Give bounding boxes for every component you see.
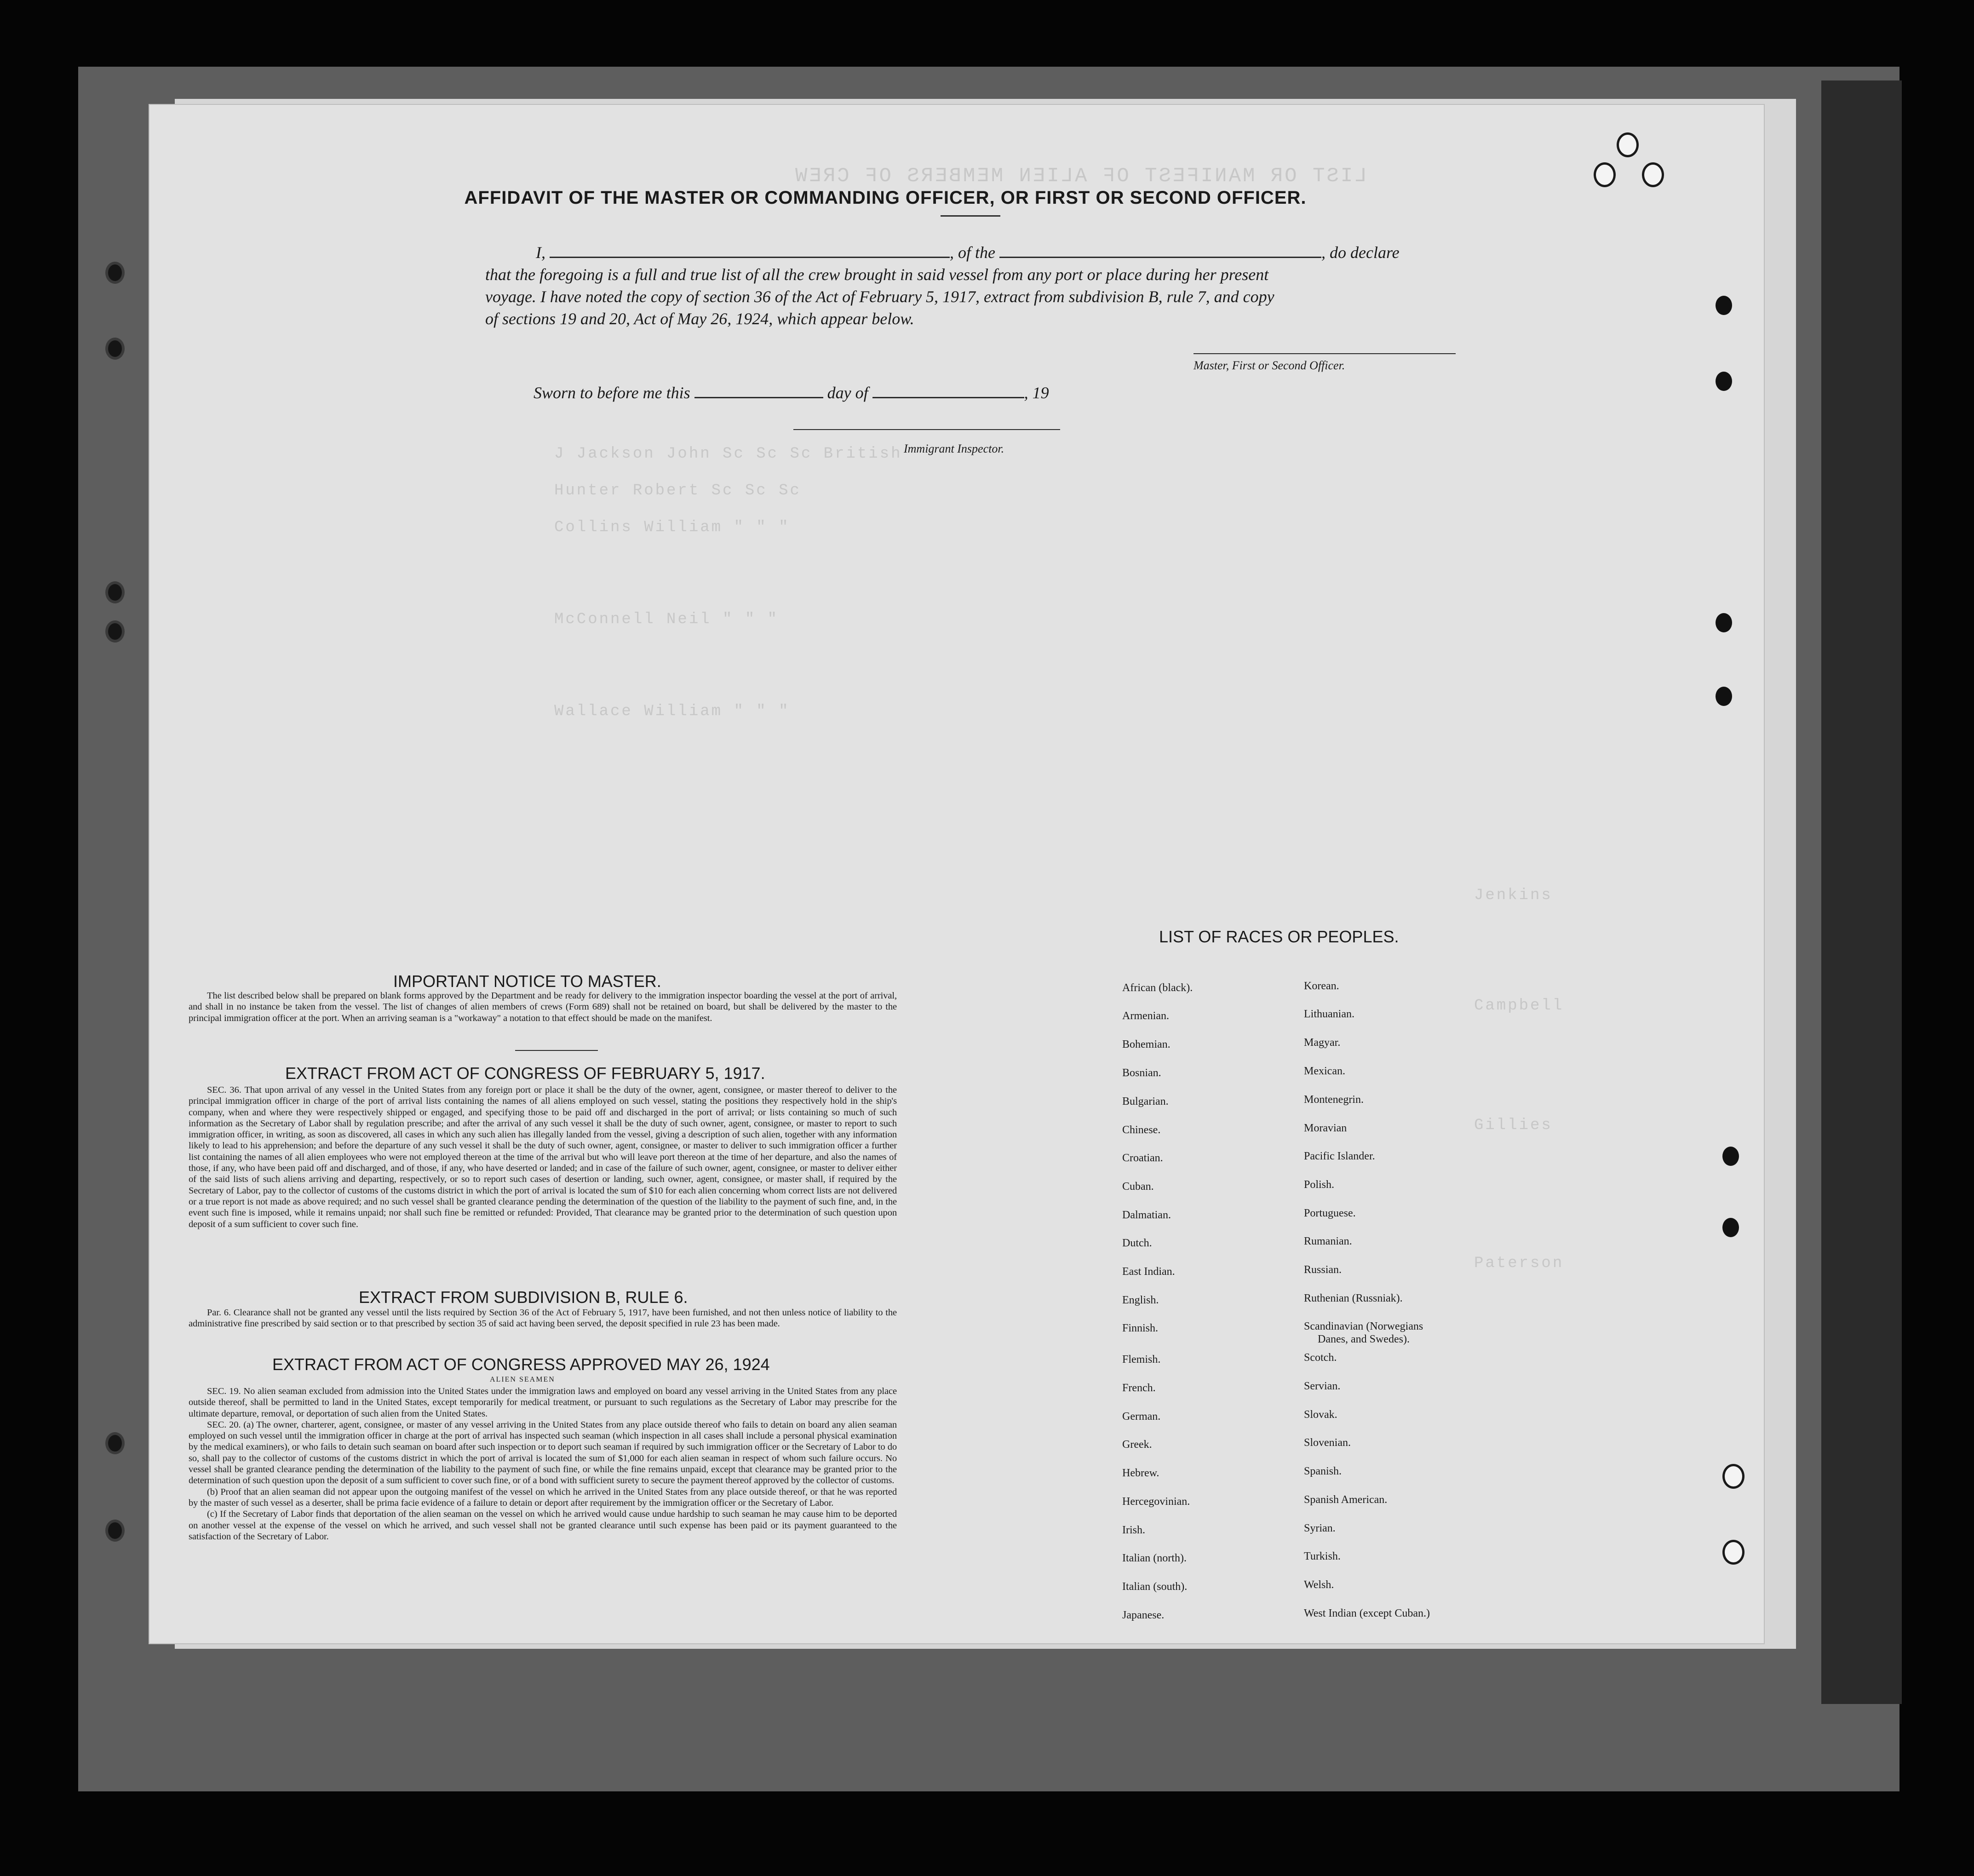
race-item: Servian. bbox=[1304, 1380, 1341, 1392]
race-item: Chinese. bbox=[1122, 1124, 1161, 1136]
race-item: Dutch. bbox=[1122, 1237, 1152, 1249]
race-item: Magyar. bbox=[1304, 1037, 1341, 1049]
extract-1924-title: EXTRACT FROM ACT OF CONGRESS APPROVED MAY 26, 1924 bbox=[272, 1355, 770, 1374]
punch-hole bbox=[1642, 162, 1664, 187]
bleed-through-text: LIST OR MANIFEST OF ALIEN MEMBERS OF CREW bbox=[793, 165, 1367, 188]
race-item: Dalmatian. bbox=[1122, 1209, 1171, 1221]
sworn-day-text: day of bbox=[827, 384, 868, 402]
punch-hole bbox=[1722, 1464, 1744, 1489]
notice-title: IMPORTANT NOTICE TO MASTER. bbox=[393, 972, 661, 991]
extract-1917-paragraph: SEC. 36. That upon arrival of any vessel in the United States from any foreign port or place it shall be the duty of the owner, agent, consignee, or master thereof to deliver to the principal immigration officer in charge of the port of arrival lists containing the names of all aliens employed on such vessel, stating the positions they respectively hold in the ship's company, when and where they were respectively shipped or engaged, and specifying those to be paid off and discharged in the port of arrival; or lists containing so much of such information as the Secretary of Labor shall by regulation prescribe; and after the arrival of any such vessel it shall be the duty of such owner, agent, consignee, or master to report to such immigration officer, in writing, as soon as discovered, all cases in which any such alien has illegally landed from the vessel, giving a description of such alien, together with any information likely to lead to his apprehension; and before the departure of any such vessel it shall be the duty of such owner, agent, consignee, or master to deliver to such immigration officer a further list containing the names of all alien employees who were not employed thereon at the time of the arrival but who will leave port thereon at the time of her departure, and also the names of those, if any, who have been paid off and discharged, and of those, if any, who have deserted or landed; and in case of the failure of such owner, agent, consignee, or master to deliver either of the said lists of such aliens arriving and departing, respectively, or so to report such cases of desertion or landing, such owner, agent, consignee, or master shall, if required by the Secretary of Labor, pay to the collector of customs of the customs district in which the port of arrival is located the sum of $10 for each alien concerning whom correct lists are not delivered or a true report is not made as above required; and no such vessel shall be granted clearance pending the determination of the question of the liability to the payment of such fine, and, in the event such fine is imposed, while it remains unpaid; nor shall such fine be remitted or refunded: Provided, That clearance may be granted prior to the determination of such question upon deposit of a sum sufficient to cover such fine. bbox=[189, 1085, 897, 1229]
master-signature-label: Master, First or Second Officer. bbox=[1194, 359, 1345, 372]
punch-hole bbox=[1716, 296, 1732, 315]
month-field[interactable] bbox=[872, 397, 1024, 398]
punch-hole bbox=[1722, 1218, 1739, 1237]
race-item: West Indian (except Cuban.) bbox=[1304, 1607, 1430, 1619]
race-item: Bohemian. bbox=[1122, 1038, 1171, 1050]
declaration-body-line: of sections 19 and 20, Act of May 26, 1924, which appear below. bbox=[485, 310, 914, 328]
binder-hole bbox=[108, 1435, 122, 1451]
race-item: Finnish. bbox=[1122, 1322, 1159, 1334]
affidavit-title: AFFIDAVIT OF THE MASTER OR COMMANDING OFFICER, OR FIRST OR SECOND OFFICER. bbox=[464, 188, 1307, 208]
bleed-through-text: Wallace William " " " bbox=[554, 703, 790, 720]
race-item: Slovenian. bbox=[1304, 1437, 1351, 1449]
divider bbox=[515, 1050, 598, 1051]
race-item: Ruthenian (Russniak). bbox=[1304, 1292, 1403, 1304]
binder-hole bbox=[108, 1522, 122, 1539]
races-title: LIST OF RACES OR PEOPLES. bbox=[1159, 927, 1399, 946]
document-page bbox=[149, 105, 1764, 1643]
sworn-text: Sworn to before me this bbox=[534, 384, 690, 402]
race-item: Japanese. bbox=[1122, 1609, 1165, 1621]
bleed-through-text: Hunter Robert Sc Sc Sc bbox=[554, 482, 801, 499]
declaration-line bbox=[536, 243, 1400, 262]
signature-line bbox=[1194, 353, 1456, 354]
bleed-through-text: Collins William " " " bbox=[554, 519, 790, 536]
notice-paragraph: The list described below shall be prepared on blank forms approved by the Department and be ready for delivery to the immigration inspector boarding the vessel at the port of arrival, and shall in no instance be taken from the vessel. The list of changes of alien members of crews (Form 689) shall not be retained on board, but shall be delivered by the master to the principal immigration officer at the port. When an arriving seaman is a "workaway" a notation to that effect should be made on the manifest. bbox=[189, 991, 897, 1023]
punch-hole bbox=[1594, 162, 1616, 187]
binder-hole bbox=[108, 623, 122, 640]
punch-hole bbox=[1722, 1147, 1739, 1166]
day-field[interactable] bbox=[694, 397, 823, 398]
rule-6-title: EXTRACT FROM SUBDIVISION B, RULE 6. bbox=[359, 1288, 688, 1307]
race-item: Scandinavian (Norwegians bbox=[1304, 1320, 1423, 1332]
declaration-of-the: , of the bbox=[950, 243, 995, 262]
race-item: Korean. bbox=[1304, 980, 1339, 992]
race-item: Bulgarian. bbox=[1122, 1096, 1169, 1107]
race-item: Cuban. bbox=[1122, 1181, 1154, 1193]
punch-hole bbox=[1716, 372, 1732, 391]
race-item: Mexican. bbox=[1304, 1065, 1345, 1077]
declaration-body-line: that the foregoing is a full and true list of all the crew brought in said vessel from any port or place during her present bbox=[485, 265, 1269, 284]
race-item: Syrian. bbox=[1304, 1522, 1336, 1534]
name-field[interactable] bbox=[550, 257, 950, 258]
race-item: Spanish American. bbox=[1304, 1494, 1388, 1506]
rule-6-text bbox=[189, 1307, 897, 1330]
punch-hole bbox=[1722, 1540, 1744, 1565]
section-20c: (c) If the Secretary of Labor finds that deportation of the alien seaman on the vessel on which he arrived would cause undue hardship to such seaman he may cause him to be deported on another vessel at the expense of the vessel on which he arrived, and such vessel shall not be granted clearance until such expense has been paid or its payment guaranteed to the satisfaction of the Secretary of Labor. bbox=[189, 1509, 897, 1542]
race-item: Spanish. bbox=[1304, 1465, 1342, 1477]
section-19: SEC. 19. No alien seaman excluded from admission into the United States under the immigration laws and employed on board any vessel arriving in the United States from any place outside thereof, shall be permitted to land in the United States, except temporarily for medical treatment, or pursuant to such regulations as the Secretary of Labor may prescribe for the ultimate departure, removal, or deportation of such alien from the United States. bbox=[189, 1386, 897, 1419]
extract-1917-title: EXTRACT FROM ACT OF CONGRESS OF FEBRUARY 5, 1917. bbox=[285, 1064, 765, 1083]
inspector-signature-line bbox=[793, 429, 1060, 430]
declaration-declare: , do declare bbox=[1321, 243, 1400, 262]
binder-hole bbox=[108, 584, 122, 601]
race-item: French. bbox=[1122, 1382, 1156, 1394]
race-item: East Indian. bbox=[1122, 1266, 1175, 1278]
alien-seamen-subtitle: ALIEN SEAMEN bbox=[490, 1376, 555, 1383]
extract-1924-text bbox=[189, 1386, 897, 1542]
race-item: Greek. bbox=[1122, 1439, 1152, 1451]
race-item: German. bbox=[1122, 1411, 1161, 1423]
race-item: Danes, and Swedes). bbox=[1318, 1333, 1410, 1345]
race-item: Turkish. bbox=[1304, 1550, 1341, 1562]
race-item: Welsh. bbox=[1304, 1579, 1334, 1591]
race-item: Hercegovinian. bbox=[1122, 1496, 1190, 1508]
race-item: Croatian. bbox=[1122, 1152, 1163, 1164]
extract-1917-text bbox=[189, 1084, 897, 1230]
race-item: Armenian. bbox=[1122, 1010, 1169, 1022]
rule-6-paragraph: Par. 6. Clearance shall not be granted any vessel until the lists required by Section 36 of the Act of February 5, 1917, have been furnished, and not then unless notice of liability to the administrative fine prescribed by said section or to that prescribed by section 35 of said act having been served, the deposit specified in rule 23 has been made. bbox=[189, 1308, 897, 1329]
bleed-through-text: Paterson bbox=[1474, 1255, 1564, 1272]
race-item: Moravian bbox=[1304, 1122, 1347, 1134]
punch-hole bbox=[1617, 132, 1639, 157]
section-20b: (b) Proof that an alien seaman did not appear upon the outgoing manifest of the vessel on which he arrived in the United States from any place outside thereof, or that he was reported by the master of such vessel as a deserter, shall be prima facie evidence of a failure to detain or deport after requirement by the immigration officer or the Secretary of Labor. bbox=[189, 1486, 897, 1508]
race-item: Italian (north). bbox=[1122, 1552, 1187, 1564]
bleed-through-text: Campbell bbox=[1474, 997, 1564, 1015]
sworn-year-text: , 19 bbox=[1024, 384, 1049, 402]
bleed-through-text: Jenkins bbox=[1474, 887, 1553, 904]
race-item: Flemish. bbox=[1122, 1354, 1161, 1365]
race-item: Italian (south). bbox=[1122, 1581, 1188, 1593]
punch-hole bbox=[1716, 613, 1732, 632]
notice-text bbox=[189, 990, 897, 1024]
binder-hole bbox=[108, 264, 122, 281]
bleed-through-text: J Jackson John Sc Sc Sc British bbox=[554, 445, 902, 463]
race-item: Montenegrin. bbox=[1304, 1094, 1364, 1106]
vessel-field[interactable] bbox=[999, 257, 1321, 258]
race-item: Rumanian. bbox=[1304, 1235, 1352, 1247]
race-item: Polish. bbox=[1304, 1179, 1335, 1191]
race-item: Pacific Islander. bbox=[1304, 1150, 1375, 1162]
race-item: African (black). bbox=[1122, 982, 1193, 994]
race-item: Irish. bbox=[1122, 1524, 1145, 1536]
divider bbox=[941, 215, 1000, 217]
race-item: Slovak. bbox=[1304, 1409, 1337, 1421]
race-item: Russian. bbox=[1304, 1264, 1342, 1276]
race-item: English. bbox=[1122, 1294, 1159, 1306]
declaration-body-line: voyage. I have noted the copy of section 36 of the Act of February 5, 1917, extract from subdivision B, rule 7, and copy bbox=[485, 287, 1274, 306]
declaration-i: I, bbox=[536, 243, 545, 262]
binder-hole bbox=[108, 340, 122, 357]
board-edge bbox=[1821, 80, 1902, 1704]
section-20a: SEC. 20. (a) The owner, charterer, agent, consignee, or master of any vessel arriving in the United States from any place outside thereof who fails to detain on board any alien seaman employed on such vessel until the immigration officer in charge at the port of arrival has inspected such seaman (which inspection in all cases shall include a personal physical examination by the medical examiners), or who fails to detain such seaman on board after such inspection or to deport such seaman if required by such immigration officer or the Secretary of Labor to do so, shall pay to the collector of customs of the customs district in which the port of arrival is located the sum of $1,000 for each alien seaman in respect of whom such failure occurs. No vessel shall be granted clearance pending the determination of the liability to the payment of such fine, or while the fine remains unpaid, except that clearance may be granted prior to the determination of such question upon the deposit of a sum sufficient to cover such fine, or of a bond with sufficient surety to secure the payment thereof approved by the collector of customs. bbox=[189, 1419, 897, 1486]
sworn-line bbox=[534, 383, 1049, 402]
bleed-through-text: Gillies bbox=[1474, 1117, 1553, 1134]
race-item: Portuguese. bbox=[1304, 1207, 1356, 1219]
race-item: Hebrew. bbox=[1122, 1467, 1159, 1479]
punch-hole bbox=[1716, 687, 1732, 706]
inspector-label: Immigrant Inspector. bbox=[904, 442, 1004, 455]
race-item: Scotch. bbox=[1304, 1352, 1337, 1364]
bleed-through-text: McConnell Neil " " " bbox=[554, 611, 779, 628]
race-item: Lithuanian. bbox=[1304, 1008, 1354, 1020]
race-item: Bosnian. bbox=[1122, 1067, 1161, 1079]
